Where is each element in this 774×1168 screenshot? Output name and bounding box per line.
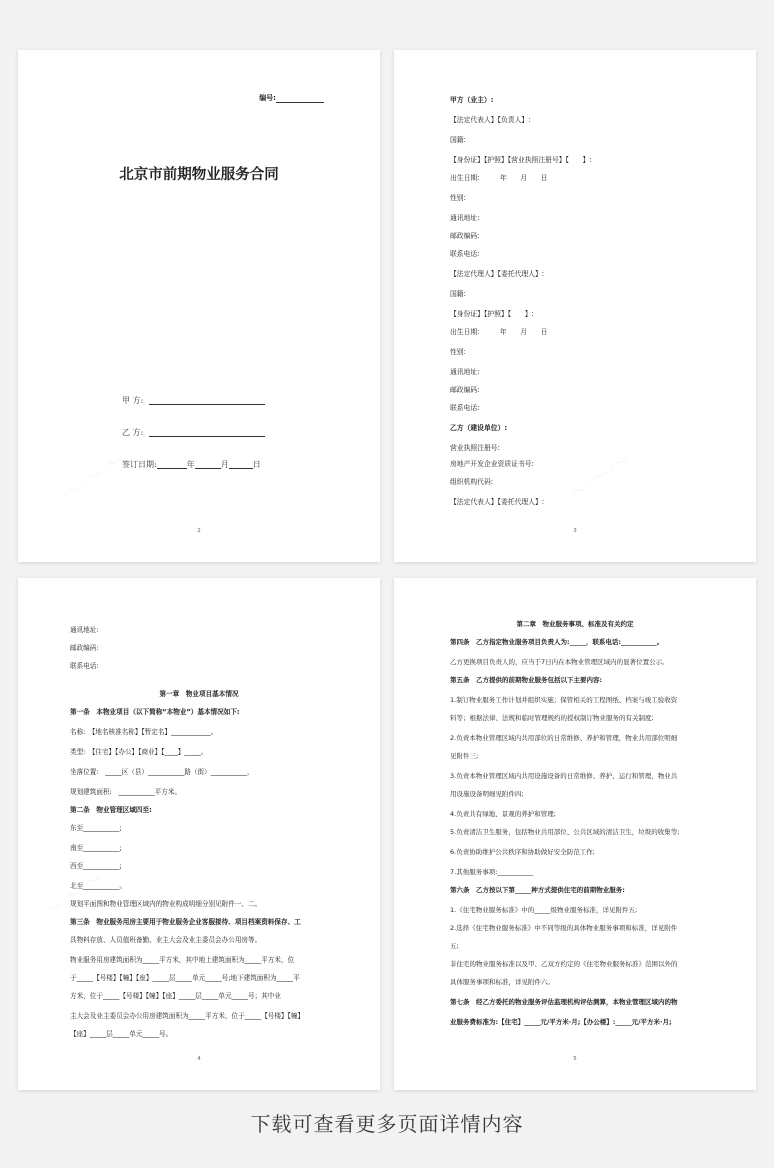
text-line: 用设施设备明细见附件四; <box>450 790 524 798</box>
text-line: 通讯地址: <box>70 626 99 634</box>
text-line: 于_____【号楼】【幢】【座】_____层_____单元_____号;地下建筑面积为_____平 <box>70 974 300 982</box>
text-line: 组织机构代码: <box>450 478 494 486</box>
page-3 <box>394 50 756 562</box>
contract-number-label: 编号: <box>259 94 324 103</box>
page-5 <box>394 578 756 1090</box>
text-line: 【法定代表人】【负责人】: <box>450 116 531 124</box>
text-line: 2.负责本物业管理区域内共用部位的日常维修、养护和管理，物业共用部位明细 <box>450 734 678 742</box>
text-line: 乙方更换项目负责人的，应当于7日内在本物业管理区域内的显著位置公示。 <box>450 658 669 666</box>
text-line: 第二条 物业管理区域四至: <box>70 806 152 814</box>
text-line: 类型: 【住宅】【办公】【商业】【____】_____。 <box>70 748 208 756</box>
text-line: 第七条 经乙方委托的物业服务评估监理机构评估测算，本物业管理区域内的物 <box>450 998 678 1006</box>
page-number: 2 <box>197 528 201 534</box>
text-line: 具体服务事项和标准，详见附件六。 <box>450 978 554 986</box>
text-line: 【身份证】【护照】【营业执照注册号】【 】: <box>450 156 592 164</box>
text-line: 五; <box>450 942 459 950</box>
text-line: 【座】_____层_____单元_____号。 <box>70 1030 173 1038</box>
text-line: 主大会及业主委员会办公用房建筑面积为_____平方米，位于_____【号楼】【幢】 <box>70 1012 305 1020</box>
sign-date-line: 签订日期: 年 月 日 <box>122 460 261 469</box>
text-line: 1.制订物业服务工作计划并组织实施；保管相关的工程图纸、档案与竣工验收资 <box>450 696 678 704</box>
text-line: 甲方（业主）: <box>450 96 494 104</box>
download-caption: 下载可查看更多页面详情内容 <box>250 1112 524 1136</box>
text-line: 【身份证】【护照】【 】: <box>450 310 534 318</box>
text-line: 联系电话: <box>450 250 480 258</box>
text-line: 第四条 乙方指定物业服务项目负责人为:_____，联系电话:___________。 <box>450 638 664 646</box>
text-line: 名称: 【地名核准名称】【暂定名】____________。 <box>70 728 218 736</box>
text-line: 第六条 乙方按以下第_____种方式提供住宅的前期物业服务: <box>450 886 625 894</box>
text-line: 乙方（建设单位）: <box>450 424 508 432</box>
text-line: 邮政编码: <box>70 644 99 652</box>
page-2 <box>18 50 380 562</box>
text-line: 业服务费标准为:【住宅】_____元/平方米·月;【办公楼】:_____元/平方米·月; <box>450 1018 672 1026</box>
text-line: 房地产开发企业资质证书号: <box>450 460 534 468</box>
page-number: 5 <box>573 1056 577 1062</box>
text-line: 料等；根据法律、法规和临时管理规约的授权制订物业服务的有关制度; <box>450 714 654 722</box>
text-line: 3.负责本物业管理区域内共用设施设备的日常维修、养护、运行和管理，物业共 <box>450 772 678 780</box>
text-line: 东至___________; <box>70 824 122 832</box>
text-line: 西至___________; <box>70 862 122 870</box>
text-line: 具物料存放、人员值班备勤、业主大会及业主委员会办公用房等。 <box>70 936 262 944</box>
text-line: 4.负责共有绿地、景观的养护和管理; <box>450 810 556 818</box>
watermark <box>56 442 133 509</box>
text-line: 方米，位于_____【号楼】【幢】【座】_____层_____单元_____号；其中业 <box>70 992 281 1000</box>
text-line: 性别: <box>450 348 466 356</box>
text-line: 5.负责清洁卫生服务，包括物业共用部位、公共区域的清洁卫生，垃圾的收集等; <box>450 828 680 836</box>
text-line: 性别: <box>450 194 466 202</box>
text-line: 出生日期: 年 月 日 <box>450 328 548 336</box>
text-line: 北至___________。 <box>70 882 127 890</box>
text-line: 联系电话: <box>70 662 99 670</box>
watermark <box>562 442 639 509</box>
text-line: 坐落位置: _____区（县）___________路（街）___________， <box>70 768 254 776</box>
text-line: 第五条 乙方提供的前期物业服务包括以下主要内容: <box>450 676 603 684</box>
text-line: 国籍: <box>450 290 466 298</box>
text-line: 国籍: <box>450 136 466 144</box>
text-line: 邮政编码: <box>450 232 480 240</box>
text-line: 2.选择《住宅物业服务标准》中不同等级的具体物业服务事项和标准，详见附件 <box>450 924 678 932</box>
text-line: 6.负责协助维护公共秩序和协助做好安全防范工作; <box>450 848 595 856</box>
text-line: 【法定代理人】【委托代理人】: <box>450 270 545 278</box>
text-line: 物业服务用房建筑面积为_____平方米，其中地上建筑面积为_____平方米，位 <box>70 956 295 964</box>
party-b-line: 乙 方: <box>122 428 265 437</box>
text-line: 1.《住宅物业服务标准》中的_____级物业服务标准，详见附件五; <box>450 906 638 914</box>
page-number: 4 <box>197 1056 201 1062</box>
text-line: 【法定代表人】【委托代理人】: <box>450 498 545 506</box>
text-line: 联系电话: <box>450 404 480 412</box>
text-line: 通讯地址: <box>450 368 480 376</box>
text-line: 第二章 物业服务事项、标准及有关约定 <box>516 620 634 628</box>
text-line: 邮政编码: <box>450 386 480 394</box>
text-line: 规划平面图和物业管理区域内的物业构成明细分别见附件一、二。 <box>70 900 262 908</box>
page-number: 3 <box>573 528 577 534</box>
text-line: 非住宅的物业服务标准以及甲、乙双方约定的《住宅物业服务标准》范围以外的 <box>450 960 678 968</box>
text-line: 规划建筑面积: ___________平方米。 <box>70 788 182 796</box>
text-line: 第一条 本物业项目（以下简称“本物业”）基本情况如下: <box>70 708 240 716</box>
text-line: 营业执照注册号: <box>450 444 500 452</box>
text-line: 通讯地址: <box>450 214 480 222</box>
contract-title: 北京市前期物业服务合同 <box>119 166 279 183</box>
party-a-line: 甲 方: <box>122 396 265 405</box>
text-line: 见附件三; <box>450 752 479 760</box>
text-line: 第一章 物业项目基本情况 <box>159 690 239 698</box>
text-line: 南至___________; <box>70 844 122 852</box>
text-line: 第三条 物业服务用房主要用于物业服务企业客服接待、项目档案资料保存、工 <box>70 918 301 926</box>
page-4 <box>18 578 380 1090</box>
text-line: 7.其他服务事项:___________ <box>450 868 534 876</box>
text-line: 出生日期: 年 月 日 <box>450 174 548 182</box>
